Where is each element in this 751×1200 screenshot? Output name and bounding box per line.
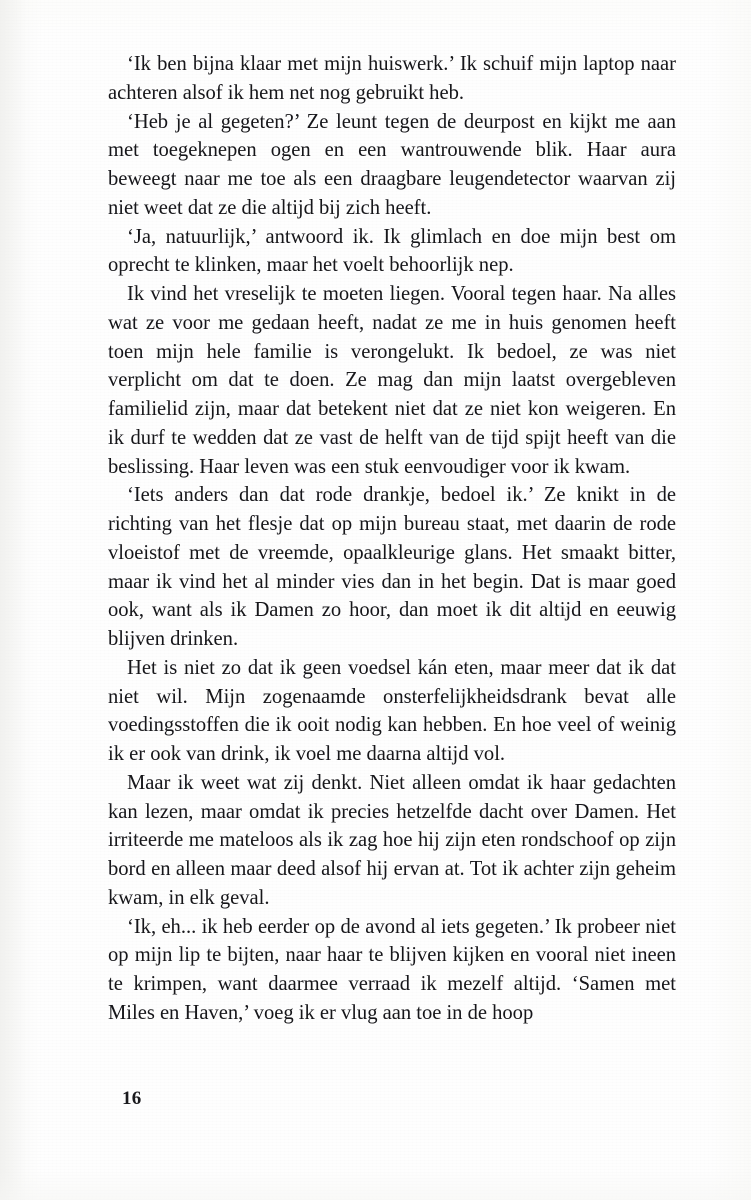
page-left-edge-shading [0, 0, 26, 1200]
paragraph: ‘Iets anders dan dat rode drankje, bedoel ik.’ Ze knikt in de richting van het flesje dat op mijn bureau staat, met daarin de rode vloeistof met de vreemde, opaalkleurige glans. Het smaakt bitter, maar ik vind het al minder vies dan in het begin. Dat is maar goed ook, want als ik Damen zo hoor, dan moet ik dit altijd en eeuwig blijven drinken. [108, 484, 676, 650]
paragraph: Maar ik weet wat zij denkt. Niet alleen omdat ik haar gedachten kan lezen, maar omdat ik precies hetzelfde dacht over Damen. Het irriteerde me mateloos als ik zag hoe hij zijn eten rondschoof op zijn bord en alleen maar deed alsof hij ervan at. Tot ik achter zijn geheim kwam, in elk geval. [108, 771, 676, 909]
page-bottom-edge-shading [0, 1170, 751, 1200]
page-number: 16 [122, 1088, 142, 1109]
paragraph: ‘Ik, eh... ik heb eerder op de avond al iets gegeten.’ Ik probeer niet op mijn lip te bijten, naar haar te blijven kijken en vooral niet ineen te krimpen, want daarmee verraad ik mezelf altijd. ‘Samen met Miles en Haven,’ voeg ik er vlug aan toe in de hoop [108, 915, 676, 1024]
body-text-block [108, 50, 676, 1028]
paragraph: Het is niet zo dat ik geen voedsel kán eten, maar meer dat ik dat niet wil. Mijn zogenaamde onsterfelijkheidsdrank bevat alle voedingsstoffen die ik ooit nodig kan hebben. En hoe veel of weinig ik er ook van drink, ik voel me daarna altijd vol. [108, 656, 676, 765]
paragraph: ‘Heb je al gegeten?’ Ze leunt tegen de deurpost en kijkt me aan met toegeknepen ogen en een wantrouwende blik. Haar aura beweegt naar me toe als een draagbare leugendetector waarvan zij niet weet dat ze die altijd bij zich heeft. [108, 110, 676, 219]
paragraph: ‘Ik ben bijna klaar met mijn huiswerk.’ Ik schuif mijn laptop naar achteren alsof ik hem net nog gebruikt heb. [108, 53, 676, 104]
paragraph: Ik vind het vreselijk te moeten liegen. Vooral tegen haar. Na alles wat ze voor me gedaan heeft, nadat ze me in huis genomen heeft toen mijn hele familie is verongelukt. Ik bedoel, ze was niet verplicht om dat te doen. Ze mag dan mijn laatst overgebleven familielid zijn, maar dat betekent niet dat ze niet kon weigeren. En ik durf te wedden dat ze vast de helft van de tijd spijt heeft van die beslissing. Haar leven was een stuk eenvoudiger voor ik kwam. [108, 283, 676, 478]
paragraph: ‘Ja, natuurlijk,’ antwoord ik. Ik glimlach en doe mijn best om oprecht te klinken, maar het voelt behoorlijk nep. [108, 225, 676, 277]
